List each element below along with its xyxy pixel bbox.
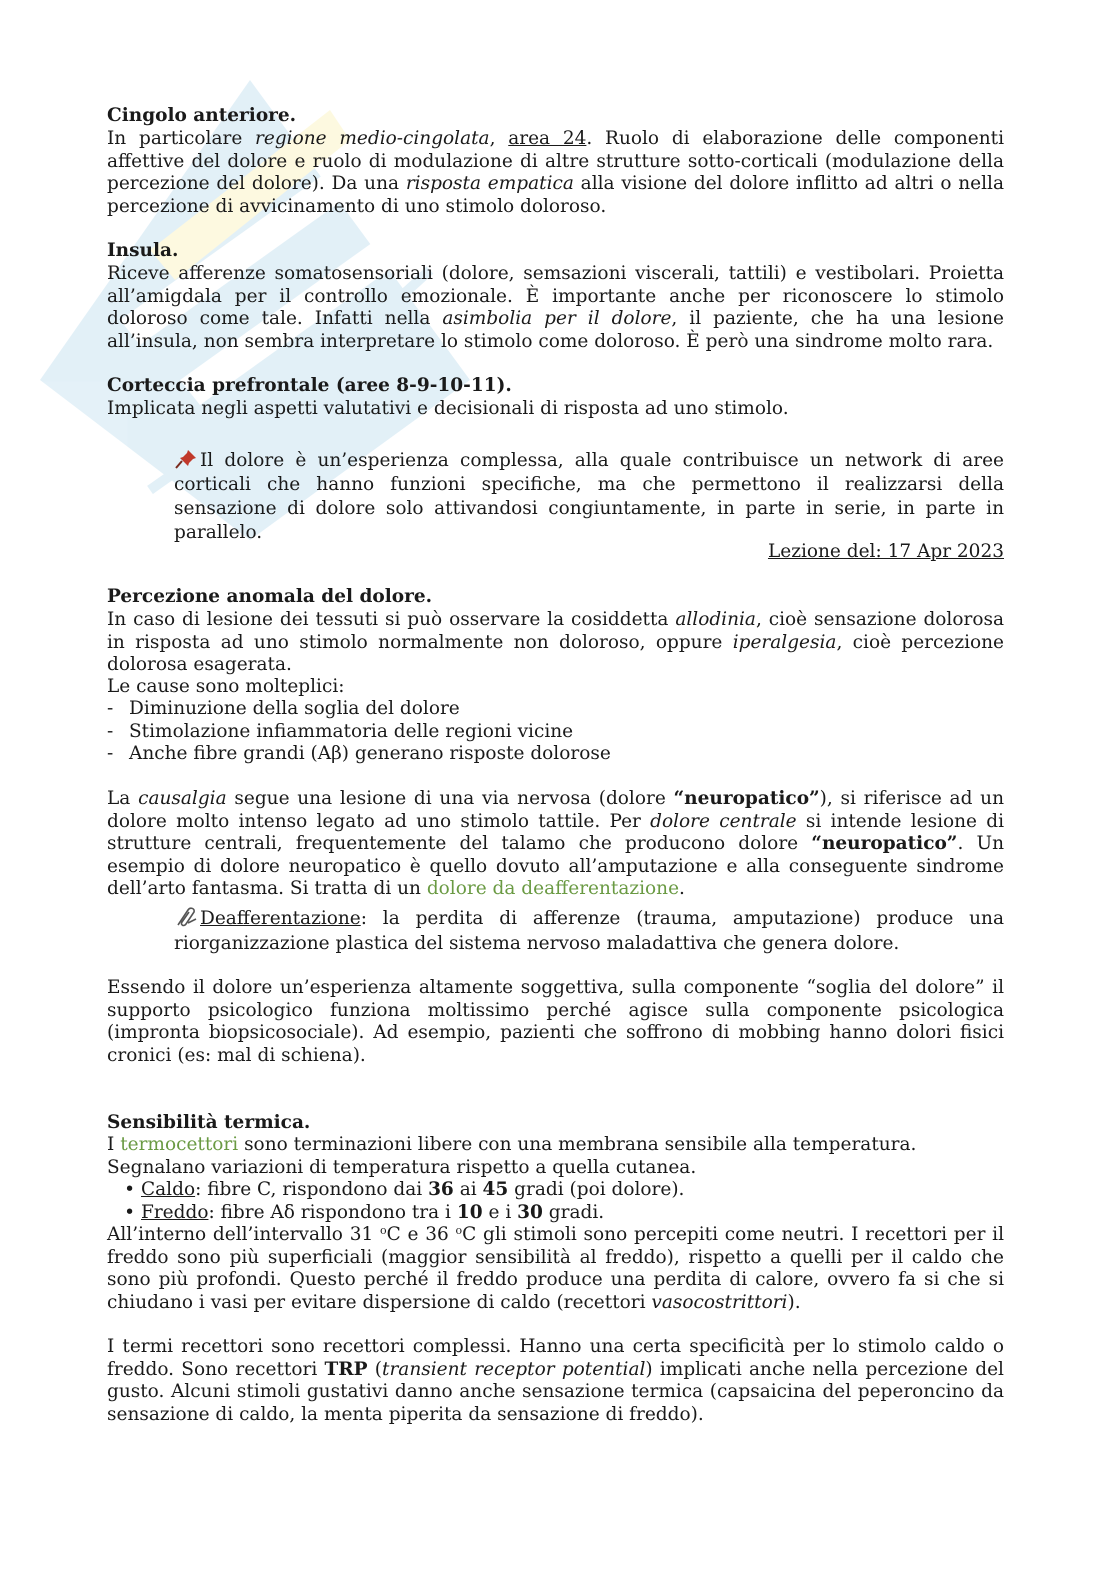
paragraph-intervallo (107, 1224, 1004, 1314)
term-italic: vasocostrittori (651, 1291, 788, 1313)
term-underline: area 24 (508, 128, 587, 149)
paragraph-soggettiva (107, 977, 1004, 1067)
text: . Ruolo di elaborazione delle componenti affettive del dolore e ruolo di modulazione di altre strutture sotto-corticali (modulazione della percezione del dolore). Da una (107, 128, 1004, 195)
text: , cioè sensazione dolorosa in risposta ad uno stimolo normalmente non doloroso, oppure (107, 609, 1004, 653)
term-bold: “neuropatico” (673, 788, 820, 809)
list-item: - Stimolazione infiammatoria delle regioni vicine (107, 720, 574, 742)
list-item-caldo: • Caldo: fibre C, rispondono dai 36 ai 45 gradi (poi dolore). (124, 1179, 685, 1200)
text: alla visione del dolore inflitto ad altri o nella percezione di avvicinamento di uno stimolo doloroso. (107, 173, 1004, 217)
note-network (174, 449, 1004, 545)
heading-anomala (107, 586, 1004, 609)
text: ( (367, 1358, 383, 1380)
note-text: Il dolore è un’esperienza complessa, alla quale contribuisce un network di aree corticali che hanno funzioni specifiche, ma che permettono il realizzarsi della sensazione di dolore solo attivandosi congiuntamente, in parte in serie, in parte in parallelo. (174, 450, 1004, 543)
term-italic: transient receptor potential (382, 1358, 646, 1380)
term-italic: asimbolia per il dolore (442, 308, 672, 330)
thermal-list (107, 1179, 1004, 1224)
text: . (679, 878, 685, 900)
text: In particolare (107, 128, 256, 149)
degree-sign: o (379, 1224, 387, 1237)
lesson-date (107, 541, 1004, 564)
text: La (107, 788, 139, 809)
paragraph-prefrontale (107, 398, 1004, 421)
value: 45 (482, 1179, 509, 1200)
paragraph-anomala (107, 609, 1004, 677)
paperclip-icon (174, 907, 200, 927)
term-bold: “neuropatico” (811, 833, 958, 855)
list-item-text: Anche fibre grandi (Aβ) generano risposte dolorose (129, 743, 611, 765)
text: ) implicati anche nella percezione del gusto. Alcuni stimoli gustativi danno anche sensazione termica (capsaicina del peperoncino da sensazione di caldo, la menta piperita da sensazione di freddo). (107, 1358, 1004, 1425)
term-green: termocettori (120, 1134, 239, 1155)
heading-insula (107, 240, 1004, 263)
cingolo-title: Cingolo anteriore. (107, 105, 297, 126)
term-bold: TRP (324, 1358, 368, 1380)
note-term: Deafferentazione (200, 908, 361, 929)
list-item: - Anche fibre grandi (Aβ) generano risposte dolorose (107, 743, 611, 765)
paragraph-insula (107, 263, 1004, 353)
text: e i (482, 1201, 518, 1223)
text: si intende lesione di strutture centrali, frequentemente del talamo che producono dolore (107, 810, 1004, 855)
text: gradi (poi dolore). (508, 1179, 685, 1200)
heading-termica (107, 1112, 1004, 1135)
text: C e 36 (386, 1224, 456, 1245)
note-deafferentazione (174, 906, 1004, 956)
text: ai (453, 1179, 483, 1200)
value: 36 (428, 1179, 454, 1200)
text: : fibre C, rispondono dai (195, 1179, 429, 1200)
text: In caso di lesione dei tessuti si può osservare la cosiddetta (107, 609, 676, 630)
list-item-text: Stimolazione infiammatoria delle regioni vicine (129, 720, 574, 742)
value: 30 (517, 1201, 543, 1223)
paragraph-causalgia (107, 788, 1004, 901)
text: , cioè percezione dolorosa esagerata. (107, 631, 1004, 676)
causes-intro (107, 676, 1004, 699)
text: All’interno dell’intervallo 31 (107, 1224, 380, 1245)
text: gradi. (542, 1201, 605, 1223)
heading-cingolo (107, 105, 1004, 128)
text: ). (787, 1291, 801, 1313)
text: Riceve afferenze somatosensoriali (dolore, semsazioni viscerali, tattili) e vestibolari. Proietta all’amigdala per il controllo emozionale. È importante anche per riconoscere lo stimolo doloroso come tale. Infatti nella (107, 263, 1004, 330)
term-italic: causalgia (138, 788, 227, 809)
text: I (107, 1134, 121, 1155)
text: . Un esempio di dolore neuropatico è quello dovuto all’amputazione e alla conseguente sindrome dell’arto fantasma. Si tratta di un (107, 833, 1004, 900)
note-text: : la perdita di afferenze (trauma, amputazione) produce una riorganizzazione plastica del sistema nervoso maladattiva che genera dolore. (174, 908, 1004, 954)
paragraph-termocettori (107, 1134, 1004, 1179)
list-item-text: Diminuzione della soglia del dolore (129, 698, 460, 719)
causes-list (107, 698, 1004, 766)
lesson-date-text: Lezione del: 17 Apr 2023 (767, 541, 1004, 562)
prefrontale-title: Corteccia prefrontale (aree 8-9-10-11). (107, 375, 512, 396)
text: : fibre Aδ rispondono tra i (208, 1201, 457, 1223)
text: Le cause sono molteplici: (107, 676, 345, 697)
paragraph-trp (107, 1336, 1004, 1426)
pushpin-icon (174, 449, 200, 469)
anomala-title: Percezione anomala del dolore. (107, 586, 433, 607)
text: , il paziente, che ha una lesione all’insula, non sembra interpretare lo stimolo come doloroso. È però una sindrome molto rara. (107, 308, 1004, 352)
degree-sign: o (455, 1224, 463, 1237)
list-item: - Diminuzione della soglia del dolore (107, 698, 460, 719)
text: ), si riferisce ad un dolore molto intenso legato ad uno stimolo tattile. Per (107, 788, 1004, 832)
term-italic: risposta empatica (405, 173, 574, 195)
text: sono terminazioni libere con una membrana sensibile alla temperatura. Segnalano variazioni di temperatura rispetto a quella cutanea. (107, 1134, 917, 1178)
text: I termi recettori sono recettori complessi. Hanno una certa specificità per lo stimolo caldo o freddo. Sono recettori (107, 1336, 1004, 1380)
list-item-freddo: • Freddo: fibre Aδ rispondono tra i 10 e i 30 gradi. (124, 1201, 605, 1223)
term-italic: regione medio-cingolata (255, 128, 490, 149)
term-italic: allodinia (675, 609, 756, 630)
value: 10 (456, 1201, 483, 1223)
term-green: dolore da deafferentazione (426, 878, 680, 900)
termica-title: Sensibilità termica. (107, 1112, 311, 1133)
paragraph-cingolo (107, 128, 1004, 218)
text: segue una lesione di una via nervosa (dolore (226, 788, 674, 809)
text: C gli stimoli sono percepiti come neutri. I recettori per il freddo sono più superficiali (maggior sensibilità al freddo), rispetto a quelli per il caldo che sono più profondi. Questo perché il freddo produce una perdita di calore, ovvero fa si che si chiudano i vasi per evitare dispersione di caldo (recettori (107, 1224, 1004, 1313)
insula-title: Insula. (107, 240, 179, 261)
text: , (489, 128, 509, 149)
heading-prefrontale (107, 375, 1004, 398)
text: Essendo il dolore un’esperienza altamente soggettiva, sulla componente “soglia del dolore” il supporto psicologico funziona moltissimo perché agisce sulla componente psicologica (impronta biopsicosociale). Ad esempio, pazienti che soffrono di mobbing hanno dolori fisici cronici (es: mal di schiena). (107, 977, 1004, 1066)
text: Implicata negli aspetti valutativi e decisionali di risposta ad uno stimolo. (107, 398, 789, 419)
term-italic: dolore centrale (650, 810, 797, 832)
freddo-label: Freddo (141, 1201, 209, 1223)
caldo-label: Caldo (141, 1179, 196, 1200)
term-italic: iperalgesia (732, 631, 837, 653)
